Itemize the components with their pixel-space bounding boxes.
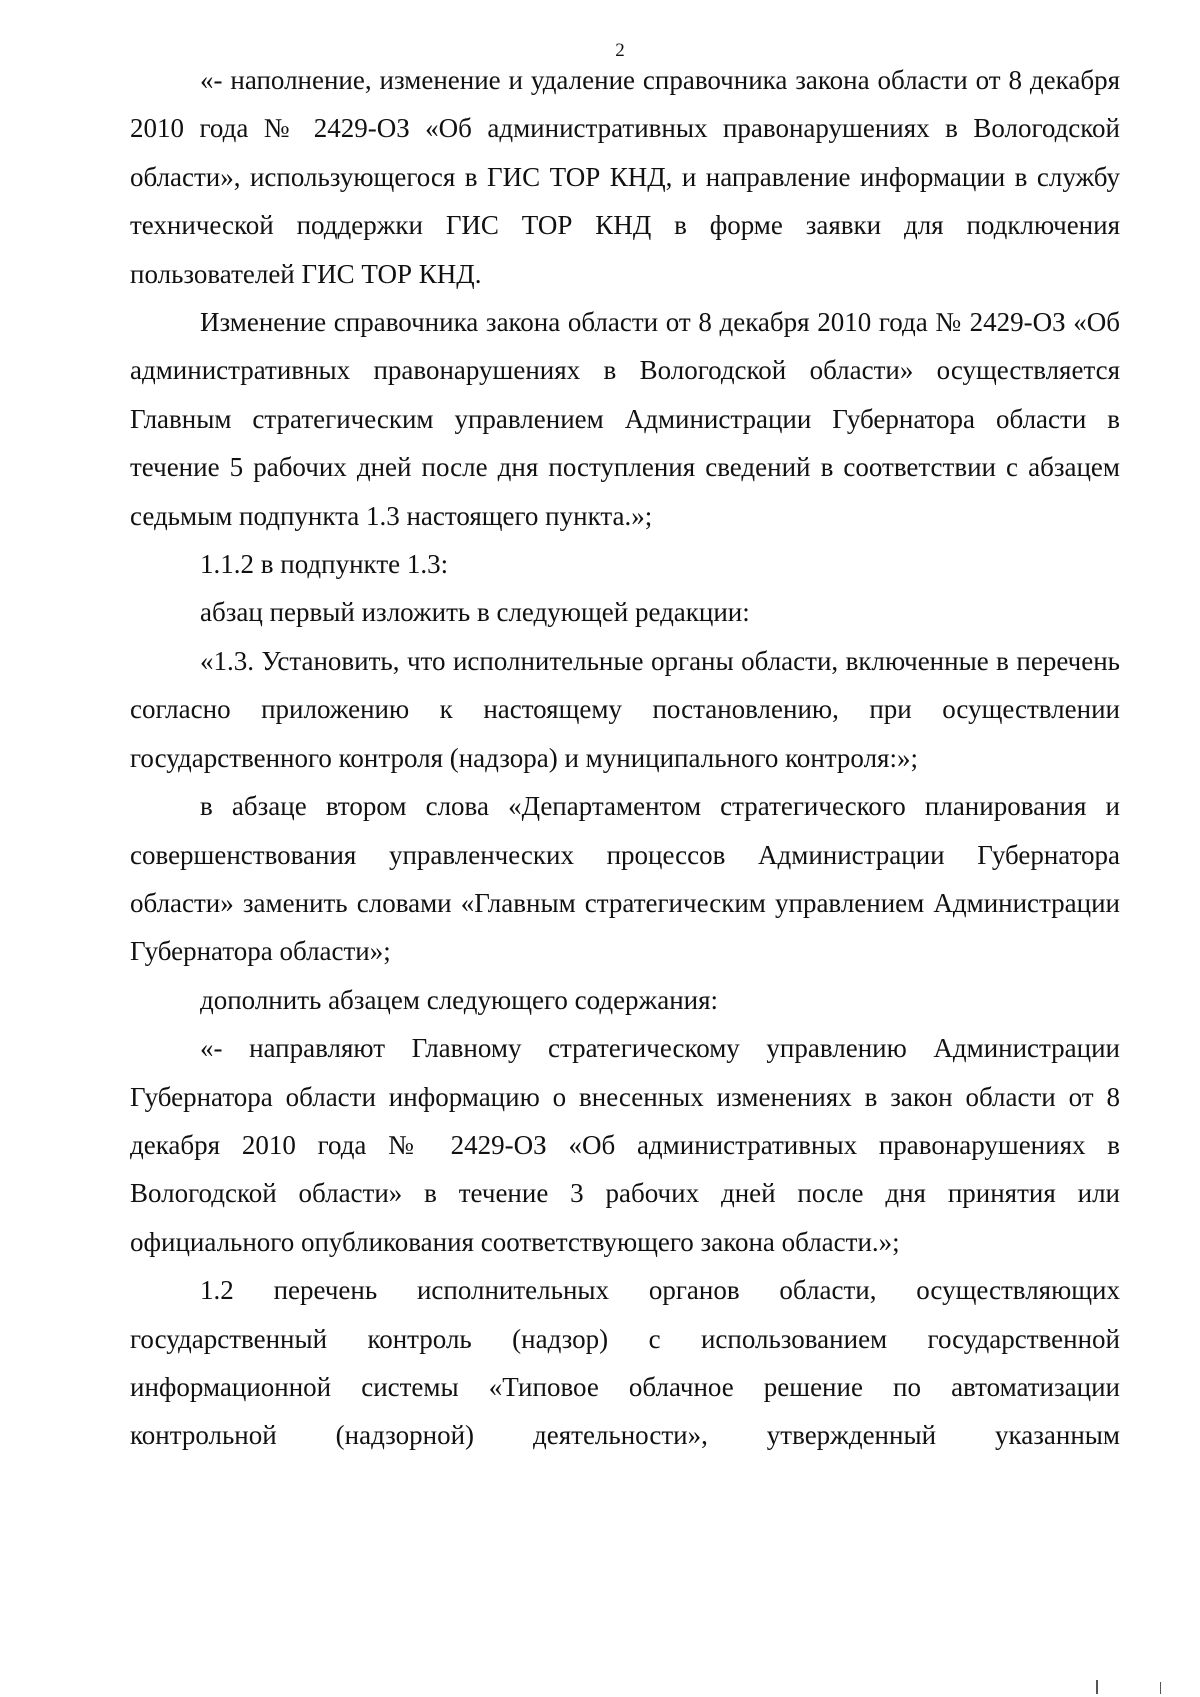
paragraph-add-abzac: дополнить абзацем следующего содержания: bbox=[200, 984, 719, 1015]
paragraph-item-1-2: 1.2 перечень исполнительных органов области, осуществляющих государственный контроль (надзор) с использованием государственной информационной системы «Типовое облачное решение по автоматизации контрольной (надзорной) деятельности», утвержденный указанным bbox=[130, 1275, 1120, 1451]
paragraph-first-abzac-instruction: абзац первый изложить в следующей редакции: bbox=[200, 597, 750, 628]
paragraph-reference-book-change: Изменение справочника закона области от 8 декабря 2010 года № 2429-ОЗ «Об административных правонарушениях в Вологодской области» осуществляется Главным стратегическим управлением Администрации Губернатора области в течение 5 рабочих дней после дня поступления сведений в соответствии с абзацем седьмым подпункта 1.3 настоящего пункта.»; bbox=[130, 307, 1120, 531]
paragraph-second-abzac-replacement: в абзаце втором слова «Департаментом стратегического планирования и совершенствования управленческих процессов Администрации Губернатора области» заменить словами «Главным стратегическим управлением Администрации Губернатора области»; bbox=[130, 791, 1120, 967]
paragraph-reference-book-maintenance: «- наполнение, изменение и удаление справочника закона области от 8 декабря 2010 года № 2429-ОЗ «Об административных правонарушениях в Вологодской области», использующегося в ГИС ТОР КНД, и направление информации в службу технической поддержки ГИС ТОР КНД в форме заявки для подключения пользователей ГИС ТОР КНД. bbox=[130, 65, 1120, 289]
paragraph-new-abzac-text: «- направляют Главному стратегическому управлению Администрации Губернатора области информацию о внесенных изменениях в закон области от 8 декабря 2010 года № 2429-ОЗ «Об административных правонарушениях в Вологодской области» в течение 3 рабочих дней после дня принятия или официального опубликования соответствующего закона области.»; bbox=[130, 1033, 1120, 1257]
page-number: 2 bbox=[615, 40, 625, 61]
paragraph-subitem-1-1-2: 1.1.2 в подпункте 1.3: bbox=[200, 549, 449, 580]
scan-artifact-mark bbox=[1160, 1682, 1161, 1694]
scan-artifact-mark bbox=[1096, 1680, 1098, 1694]
paragraph-item-1-3: «1.3. Установить, что исполнительные органы области, включенные в перечень согласно приложению к настоящему постановлению, при осуществлении государственного контроля (надзора) и муниципального контроля:»; bbox=[130, 645, 1120, 773]
document-body bbox=[130, 56, 1120, 1460]
